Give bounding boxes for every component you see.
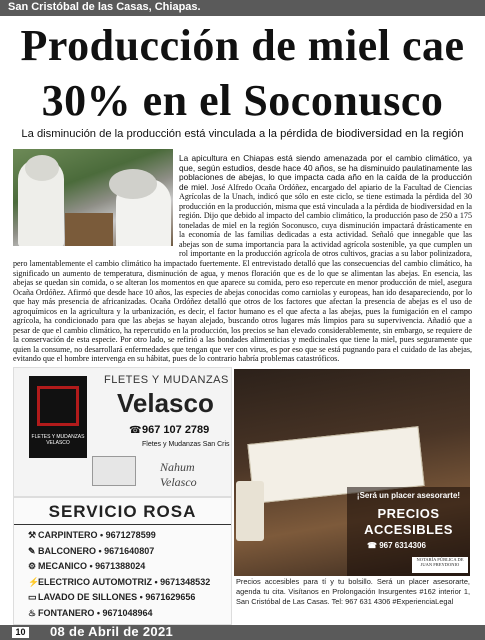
list-item: ⚡ELECTRICO AUTOMOTRIZ • 9671348532 (28, 575, 210, 591)
article-subheadline: La disminución de la producción está vinculada a la pérdida de biodiversidad en la región (21, 128, 464, 140)
notaria-phone: ☎ 967 6314306 (367, 541, 426, 550)
article-headline (0, 18, 485, 128)
article-body (13, 154, 472, 364)
notaria-headline-1: PRECIOS (377, 506, 440, 521)
list-item: ▭LAVADO DE SILLONES • 9671629656 (28, 590, 210, 606)
list-item: ✎ BALCONERO • 9671640807 (28, 544, 210, 560)
article-lead: La apicultura en Chiapas está siendo amenazada por el cambio climático, ya que, según estudios, desde hace 40 años, se ha disminuido paulatinamente las poblaciones de abejas, lo que impacta cada año en la caída de la producción de miel. (179, 153, 472, 192)
velasco-logo-caption: FLETES Y MUDANZAS VELASCO (31, 434, 85, 446)
article-body-text: José Alfredo Ocaña Ordóñez, encargado del apiario de la Facultad de Ciencias Agrícolas de la Unach, indicó que sólo en este ciclo, se tiene estimada la pérdida del 30 producción en la producción, misma que está vinculada a la pérdida de biodiversidad en la región. Dijo que debido al impacto del cambio climático, la producción paso de 250 a 175 toneladas de miel en la región Soconusco, cuya disminución impactará drásticamente en la economía de las familias dedicadas a esta actividad. Señaló que innegable que las abejas son de suma importancia para la actividad agrícola sostenible, ya que cumplen un rol importante en la producción agrícola de otros cultivos, gracias a su labor polinizadora, pero lamentablemente el cambio climático ha impactado fuertemente. El entrevistado detalló que las consecuencias del cambio climático, ha significado un aumento de temperatura, disminución de agua, y menos floración que es de lo que se alimentan las abejas. En esencia, las abejas se quedan sin comida, o se alteran los momentos en que aparece su comida, pero eso repercute en menor producción de miel, asegura Ocaña Ordóñez. Afirmó que desde hace 10 años, las especies de abejas conocidas como carniolas y europeas, han ido desapareciendo, por lo que hay más presencia de africanizadas. Ocaña Ordóñez detalló que otros de los factores que afectan la presencia de abejas es el uso de agroquímicos en la agricultura y la urbanización, es decir, el factor humano es el que afecta a las abejas, pues la fumigación en el campo agrícola, ha condicionado para que las abejas se hayan alejado, buscando otros lugares más limpios para su supervivencia. Añadió que a pesar de que el cambio climático, ha repercutido en la producción, los precios se han elevado considerablemente, sin embargo, se requiere de la conservación de esta especie. Por otro lado, se refirió a las bondades alimenticias y medicinales que tiene la miel, pues seguramente que quien la consume, no desarrollará enfermedades que tengan que ver con virus, es por eso que se está pugnando para el cuidado de las abejas, evitando que el hombre intervenga en su hábitat, pues de lo contrario habría problemas catastróficos. (13, 182, 472, 364)
location-label: San Cristóbal de las Casas, Chiapas. (8, 1, 201, 13)
velasco-phone: 967 107 2789 (142, 424, 210, 436)
hammer-icon: ⚒ (28, 530, 37, 540)
wrench-icon: ✎ (28, 545, 36, 556)
photo-spacer (13, 154, 179, 256)
velasco-kicker: FLETES Y MUDANZAS (104, 374, 229, 386)
servicio-rosa-divider (14, 524, 231, 525)
ad-notaria (234, 369, 470, 576)
notaria-caption: Precios accesibles para tí y tu bolsillo. Será un placer asesorarte, agenda tu cita. Visítanos en Prolongación Insurgentes #162 interior 1, San Cristóbal de Las Casas. Tel: 967 631 4306 #ExperienciaLegal (236, 577, 470, 606)
page-number: 10 (12, 627, 29, 638)
notaria-slogan: ¡Será un placer asesorarte! (356, 491, 461, 500)
velasco-signature: Nahum Velasco (160, 460, 197, 489)
servicio-rosa-title: SERVICIO ROSA (48, 502, 197, 521)
list-item: ⚒ CARPINTERO • 9671278599 (28, 528, 210, 544)
headline-line-2: 30% en el Soconusco (41, 76, 444, 125)
velasco-logo-mark (37, 386, 79, 426)
phone-icon: ☎ (129, 425, 142, 436)
footer-date: 08 de Abril de 2021 (50, 624, 173, 639)
faucet-icon: ♨ (28, 607, 37, 618)
pen-cup-image (236, 481, 264, 541)
gear-icon: ⚙ (28, 561, 37, 571)
ad-servicio-rosa (13, 497, 232, 625)
top-bar (0, 0, 485, 16)
notaria-logo: NOTARÍA PÚBLICA DE JUAN FREYDONIO (412, 557, 468, 573)
headline-line-1: Producción de miel cae (20, 21, 465, 70)
list-item: ⚙ MECANICO • 9671388024 (28, 559, 210, 575)
sofa-icon: ▭ (28, 592, 37, 602)
notaria-headline (347, 506, 470, 538)
truck-icon (92, 456, 136, 486)
velasco-facebook: Fletes y Mudanzas San Cris (142, 441, 230, 448)
list-item: ♨ FONTANERO • 9671048964 (28, 606, 210, 622)
bolt-icon: ⚡ (28, 576, 40, 587)
velasco-logo (29, 376, 87, 458)
velasco-name: Velasco (117, 388, 214, 418)
ad-fletes-velasco (13, 367, 232, 497)
notaria-headline-2: ACCESIBLES (364, 522, 453, 537)
servicio-rosa-list (28, 528, 210, 621)
